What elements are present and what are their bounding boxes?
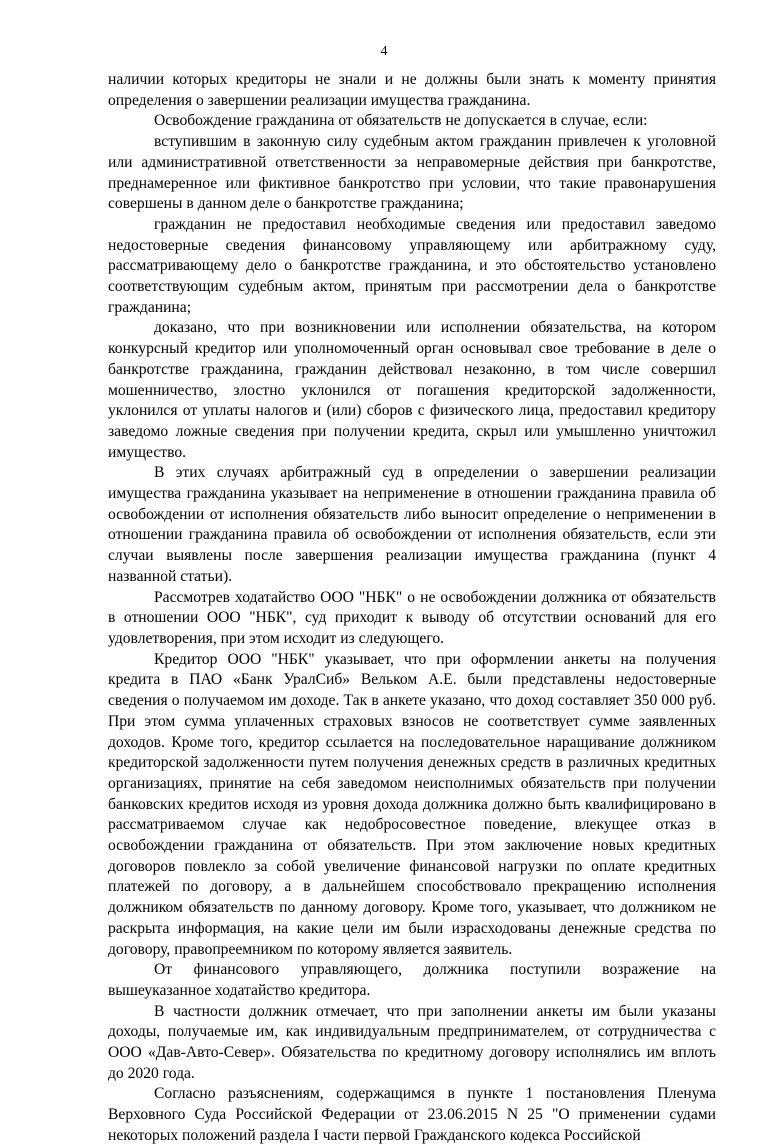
paragraph-exemption-conditions: Освобождение гражданина от обязательств не допускается в случае, если: — [154, 112, 648, 130]
paragraph-condition-3: доказано, что при возникновении или исполнении обязательства, на котором конкурсный кредитор или уполномоченный орган основывал свое требование в деле о банкротстве гражданина, гражданин действовал незаконно, в том числе совершил мошенничество, злостно уклонился от погашения кредиторской задолженности, уклонился от уплаты налогов и (или) сборов с физического лица, предоставил кредитору заведомо ложные сведения при получении кредита, скрыл или умышленно уничтожил имущество. — [108, 319, 716, 461]
paragraph-condition-2: гражданин не предоставил необходимые сведения или предоставил заведомо недостоверные сведения финансовому управляющему или арбитражному суду, рассматривающему дело о банкротстве гражданина, и это обстоятельство установлено соответствующим судебным актом, принятым при рассмотрении дела о банкротстве гражданина; — [108, 215, 716, 316]
document-body — [108, 70, 716, 1147]
paragraph-continuation: наличии которых кредиторы не знали и не должны были знать к моменту принятия определения о завершении реализации имущества гражданина. — [108, 71, 716, 109]
paragraph-creditor-arguments: Кредитор ООО "НБК" указывает, что при оформлении анкеты на получения кредита в ПАО «Банк УралСиб» Вельком А.Е. были представлены недостоверные сведения о получаемом им доходе. Так в анкете указано, что доход составляет 350 000 руб. При этом сумма уплаченных страховых взносов не соответствует сумме заявленных доходов. Кроме того, кредитор ссылается на последовательное наращивание должником кредиторской задолженности путем получения денежных средств в различных кредитных организациях, принятие на себя заведомом неисполнимых обязательств при получении банковских кредитов исходя из уровня дохода должника должно быть квалифицировано в рассматриваемом случае как недобросовестное поведение, влекущее отказ в освобождении гражданина от обязательств. При этом заключение новых кредитных договоров повлекло за собой увеличение финансовой нагрузки по оплате кредитных платежей по договору, а в дальнейшем способствовало прекращению исполнения должником обязательств по данному договору. Кроме того, указывает, что должником не раскрыта информация, на какие цели им были израсходованы денежные средства по договору, правопреемником по которому является заявитель. — [108, 650, 716, 958]
paragraph-condition-1: вступившим в законную силу судебным актом гражданин привлечен к уголовной или административной ответственности за неправомерные действия при банкротстве, преднамеренное или фиктивное банкротство при условии, что такие правонарушения совершены в данном деле о банкротстве гражданина; — [108, 133, 716, 213]
paragraph-motion-review: Рассмотрев ходатайство ООО "НБК" о не освобождении должника от обязательств в отношении ООО "НБК", суд приходит к выводу об отсутствии оснований для его удовлетворения, при этом исходит из следующего. — [108, 588, 716, 647]
paragraph-court-ruling: В этих случаях арбитражный суд в определении о завершении реализации имущества гражданина указывает на неприменение в отношении гражданина правила об освобождении от исполнения обязательств либо выносит определение о неприменении в отношении гражданина правила об освобождении от исполнения обязательств, если эти случаи выявлены после завершения реализации имущества гражданина (пункт 4 названной статьи). — [108, 464, 716, 585]
page-number: 4 — [380, 44, 388, 59]
paragraph-objections: От финансового управляющего, должника поступили возражение на вышеуказанное ходатайство кредитора. — [108, 961, 716, 999]
paragraph-debtor-position: В частности должник отмечает, что при заполнении анкеты им были указаны доходы, получаемые им, как индивидуальным предпринимателем, от сотрудничества с ООО «Дав-Авто-Север». Обязательства по кредитному договору исполнялись им вплоть до 2020 года. — [108, 1002, 716, 1082]
paragraph-plenum-reference: Согласно разъяснениям, содержащимся в пункте 1 постановления Пленума Верховного Суда Российской Федерации от 23.06.2015 N 25 "О применении судами некоторых положений раздела I части первой Гражданского кодекса Российской — [108, 1085, 716, 1144]
